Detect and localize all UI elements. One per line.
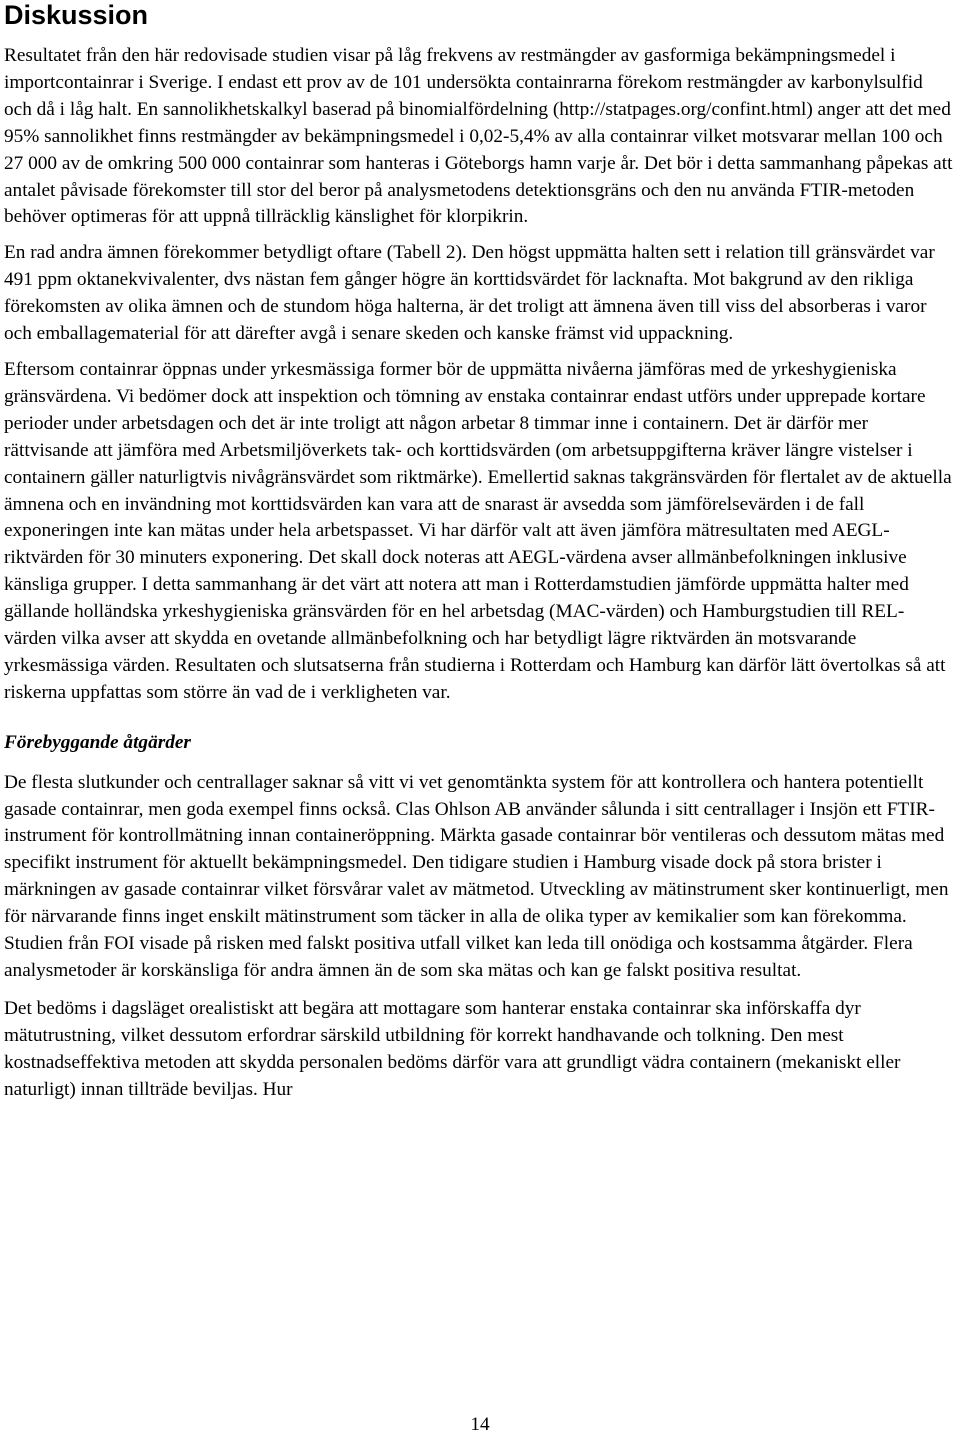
paragraph-results: Resultatet från den här redovisade studien visar på låg frekvens av restmängder av gasformiga bekämpningsmedel i importcontainrar i Sverige. I endast ett prov av de 101 undersökta containrarna förekom restmängder av karbonylsulfid och då i låg halt. En sannolikhetskalkyl baserad på binomialfördelning (http://statpages.org/confint.html) anger att det med 95% sannolikhet finns restmängder av bekämpningsmedel i 0,02-5,4% av alla containrar vilket motsvarar mellan 100 och 27 000 av de omkring 500 000 containrar som hanteras i Göteborgs hamn varje år. Det bör i detta sammanhang påpekas att antalet påvisade förekomster till stor del beror på analysmetodens detektionsgräns och den nu använda FTIR-metoden behöver optimeras för att uppnå tillräcklig känslighet för klorpikrin.	[4, 45, 953, 228]
page-number: 14	[470, 1414, 490, 1435]
paragraph-other-substances: En rad andra ämnen förekommer betydligt oftare (Tabell 2). Den högst uppmätta halten sett i relation till gränsvärdet var 491 ppm oktanekvivalenter, dvs nästan fem gånger högre än korttidsvärdet för lacknafta. Mot bakgrund av den rikliga förekomsten av olika ämnen och de stundom höga halterna, är det troligt att ämnena även till viss del absorberas i varor och emballagematerial för att därefter avgå i senare skeden och kanske främst vid uppackning.	[4, 242, 935, 345]
section-heading: Diskussion	[4, 0, 149, 30]
subsection-heading: Förebyggande åtgärder	[4, 731, 191, 753]
paragraph-limit-values: Eftersom containrar öppnas under yrkesmässiga former bör de uppmätta nivåerna jämföras med de yrkeshygieniska gränsvärdena. Vi bedömer dock att inspektion och tömning av enstaka containrar endast utförs under upprepade kortare perioder under arbetsdagen och det är inte troligt att någon arbetar 8 timmar inne i containern. Det är därför mer rättvisande att jämföra med Arbetsmiljöverkets tak- och korttidsvärden (om arbetsuppgifterna kräver längre vistelser i containern gäller naturligtvis nivågränsvärdet som riktmärke). Emellertid saknas takgränsvärden för flertalet av de aktuella ämnena och en invändning mot korttidsvärden kan vara att de snarast är avsedda som jämförelsevärden i de fall exponeringen inte kan mätas under hela arbetspasset. Vi har därför valt att även jämföra mätresultaten med AEGL-riktvärden för 30 minuters exponering. Det skall dock noteras att AEGL-värdena avser allmänbefolkningen inklusive känsliga grupper. I detta sammanhang är det värt att notera att man i Rotterdamstudien jämförde uppmätta halter med gällande holländska yrkeshygieniska gränsvärden för en hel arbetsdag (MAC-värden) och Hamburgstudien till REL-värden vilka avser att skydda en ovetande allmänbefolkning och har betydligt lägre riktvärden än motsvarande yrkesmässiga värden. Resultaten och slutsatserna från studierna i Rotterdam och Hamburg kan därför lätt övertolkas så att riskerna uppfattas som större än vad de i verkligheten var.	[4, 358, 952, 703]
document-page	[4, 0, 954, 1104]
paragraph-assessment: Det bedöms i dagsläget orealistiskt att begära att mottagare som hanterar enstaka containrar ska införskaffa dyr mätutrustning, vilket dessutom erfordrar särskild utbildning för korrekt handhavande och tolkning. Den mest kostnadseffektiva metoden att skydda personalen bedöms därför vara att grundligt vädra containern (mekaniskt eller naturligt) innan tillträde beviljas. Hur	[4, 997, 901, 1100]
paragraph-prevention: De flesta slutkunder och centrallager saknar så vitt vi vet genomtänkta system för att kontrollera och hantera potentiellt gasade containrar, men goda exempel finns också. Clas Ohlson AB använder sålunda i sitt centrallager i Insjön ett FTIR-instrument för kontrollmätning innan containeröppning. Märkta gasade containrar bör ventileras och dessutom mätas med specifikt instrument för aktuellt bekämpningsmedel. Den tidigare studien i Hamburg visade dock på stora brister i märkningen av gasade containrar vilket försvårar valet av mätmetod. Utveckling av mätinstrument sker kontinuerligt, men för närvarande finns inget enskilt mätinstrument som täcker in alla de olika typer av kemikalier som kan förekomma. Studien från FOI visade på risken med falskt positiva utfall vilket kan leda till onödiga och kostsamma åtgärder. Flera analysmetoder är korskänsliga för andra ämnen än de som ska mätas och kan ge falskt positiva resultat.	[4, 771, 949, 981]
